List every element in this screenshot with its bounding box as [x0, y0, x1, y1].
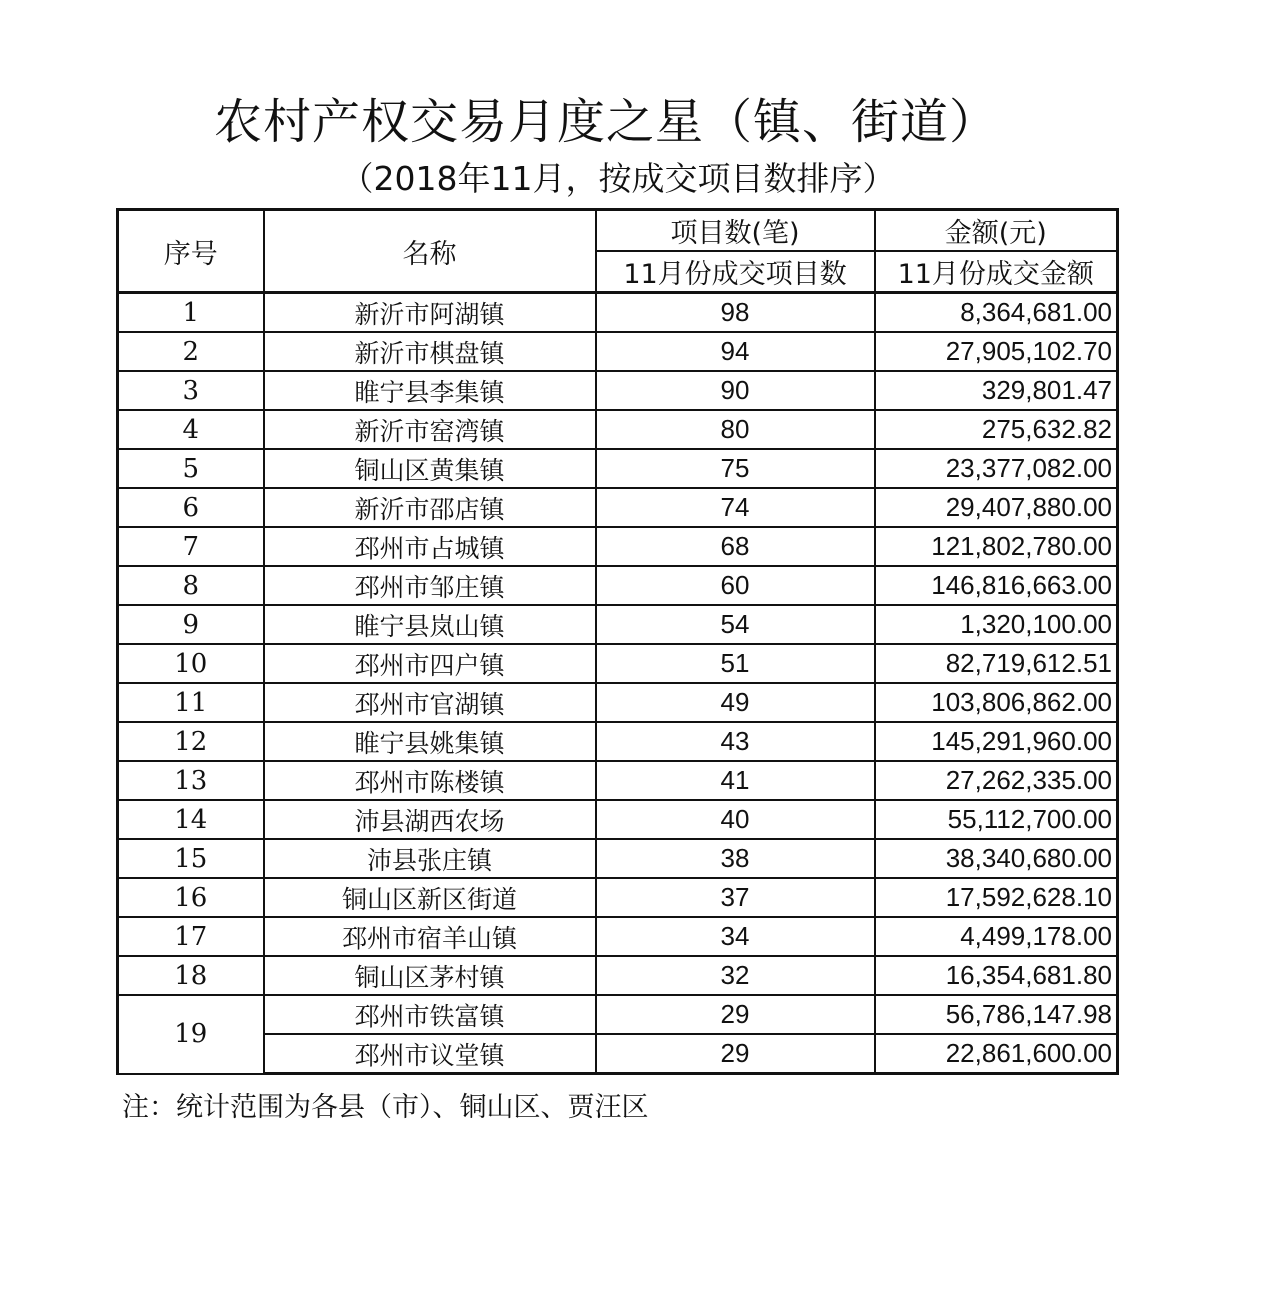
cell-amount: 146,816,663.00	[875, 566, 1118, 605]
cell-amount: 82,719,612.51	[875, 644, 1118, 683]
cell-amount: 16,354,681.80	[875, 956, 1118, 995]
cell-count: 90	[596, 371, 875, 410]
cell-amount: 329,801.47	[875, 371, 1118, 410]
cell-amount: 55,112,700.00	[875, 800, 1118, 839]
cell-amount: 4,499,178.00	[875, 917, 1118, 956]
cell-name: 铜山区黄集镇	[264, 449, 596, 488]
cell-count: 98	[596, 293, 875, 333]
cell-count: 94	[596, 332, 875, 371]
table-row	[118, 332, 1118, 371]
cell-name: 铜山区新区街道	[264, 878, 596, 917]
table-body	[118, 293, 1118, 1074]
table-row	[118, 761, 1118, 800]
cell-amount: 17,592,628.10	[875, 878, 1118, 917]
page-title: 农村产权交易月度之星（镇、街道）	[213, 94, 998, 150]
table-row	[118, 488, 1118, 527]
cell-name: 沛县张庄镇	[264, 839, 596, 878]
cell-count: 37	[596, 878, 875, 917]
cell-seq: 11	[118, 683, 264, 722]
cell-name: 睢宁县李集镇	[264, 371, 596, 410]
cell-amount: 275,632.82	[875, 410, 1118, 449]
header-seq: 序号	[118, 210, 264, 293]
cell-seq: 7	[118, 527, 264, 566]
cell-amount: 56,786,147.98	[875, 995, 1118, 1034]
table-row	[118, 527, 1118, 566]
cell-seq: 1	[118, 293, 264, 333]
cell-count: 68	[596, 527, 875, 566]
cell-count: 49	[596, 683, 875, 722]
cell-seq: 12	[118, 722, 264, 761]
cell-seq: 2	[118, 332, 264, 371]
table-row	[118, 566, 1118, 605]
cell-seq: 13	[118, 761, 264, 800]
cell-seq: 10	[118, 644, 264, 683]
cell-name: 邳州市邹庄镇	[264, 566, 596, 605]
cell-count: 74	[596, 488, 875, 527]
cell-amount: 38,340,680.00	[875, 839, 1118, 878]
cell-seq: 9	[118, 605, 264, 644]
cell-amount: 103,806,862.00	[875, 683, 1118, 722]
cell-seq: 18	[118, 956, 264, 995]
header-count-group: 项目数(笔)	[596, 210, 875, 252]
cell-count: 54	[596, 605, 875, 644]
cell-name: 邳州市四户镇	[264, 644, 596, 683]
header-amount-group: 金额(元)	[875, 210, 1118, 252]
cell-name: 铜山区茅村镇	[264, 956, 596, 995]
cell-amount: 22,861,600.00	[875, 1034, 1118, 1074]
cell-amount: 27,905,102.70	[875, 332, 1118, 371]
cell-count: 38	[596, 839, 875, 878]
cell-amount: 23,377,082.00	[875, 449, 1118, 488]
table-row	[118, 644, 1118, 683]
cell-amount: 8,364,681.00	[875, 293, 1118, 333]
cell-seq: 19	[118, 995, 264, 1074]
table-row	[118, 878, 1118, 917]
header-row	[118, 210, 1118, 252]
header-name: 名称	[264, 210, 596, 293]
cell-count: 41	[596, 761, 875, 800]
cell-count: 75	[596, 449, 875, 488]
footnote: 注：统计范围为各县（市）、铜山区、贾汪区	[122, 1092, 649, 1123]
cell-seq: 14	[118, 800, 264, 839]
cell-name: 睢宁县姚集镇	[264, 722, 596, 761]
table-row	[118, 917, 1118, 956]
table-row	[118, 800, 1118, 839]
table-row	[118, 956, 1118, 995]
cell-count: 80	[596, 410, 875, 449]
cell-seq: 16	[118, 878, 264, 917]
cell-amount: 145,291,960.00	[875, 722, 1118, 761]
ranking-table	[116, 208, 1119, 1075]
header-count-sub: 11月份成交项目数	[596, 251, 875, 293]
cell-amount: 29,407,880.00	[875, 488, 1118, 527]
cell-seq: 17	[118, 917, 264, 956]
cell-amount: 121,802,780.00	[875, 527, 1118, 566]
table-row	[118, 371, 1118, 410]
cell-seq: 6	[118, 488, 264, 527]
cell-name: 沛县湖西农场	[264, 800, 596, 839]
table-row	[118, 410, 1118, 449]
cell-amount: 1,320,100.00	[875, 605, 1118, 644]
cell-name: 邳州市宿羊山镇	[264, 917, 596, 956]
cell-name: 邳州市官湖镇	[264, 683, 596, 722]
cell-name: 邳州市议堂镇	[264, 1034, 596, 1074]
cell-count: 51	[596, 644, 875, 683]
cell-name: 新沂市窑湾镇	[264, 410, 596, 449]
table-row	[118, 995, 1118, 1034]
cell-name: 新沂市棋盘镇	[264, 332, 596, 371]
cell-count: 34	[596, 917, 875, 956]
table-row	[118, 605, 1118, 644]
cell-amount: 27,262,335.00	[875, 761, 1118, 800]
table-row	[118, 839, 1118, 878]
cell-seq: 3	[118, 371, 264, 410]
page-subtitle: （2018年11月，按成交项目数排序）	[340, 159, 896, 198]
table-row	[118, 1034, 1118, 1074]
cell-seq: 5	[118, 449, 264, 488]
table-row	[118, 683, 1118, 722]
cell-count: 60	[596, 566, 875, 605]
header-amount-sub: 11月份成交金额	[875, 251, 1118, 293]
table-row	[118, 449, 1118, 488]
cell-count: 40	[596, 800, 875, 839]
cell-name: 新沂市阿湖镇	[264, 293, 596, 333]
cell-count: 43	[596, 722, 875, 761]
table-header	[118, 210, 1118, 293]
cell-seq: 8	[118, 566, 264, 605]
cell-seq: 15	[118, 839, 264, 878]
table-row	[118, 293, 1118, 333]
cell-name: 新沂市邵店镇	[264, 488, 596, 527]
cell-name: 睢宁县岚山镇	[264, 605, 596, 644]
cell-count: 32	[596, 956, 875, 995]
table-row	[118, 722, 1118, 761]
cell-count: 29	[596, 1034, 875, 1074]
cell-name: 邳州市铁富镇	[264, 995, 596, 1034]
cell-name: 邳州市陈楼镇	[264, 761, 596, 800]
cell-count: 29	[596, 995, 875, 1034]
cell-name: 邳州市占城镇	[264, 527, 596, 566]
cell-seq: 4	[118, 410, 264, 449]
